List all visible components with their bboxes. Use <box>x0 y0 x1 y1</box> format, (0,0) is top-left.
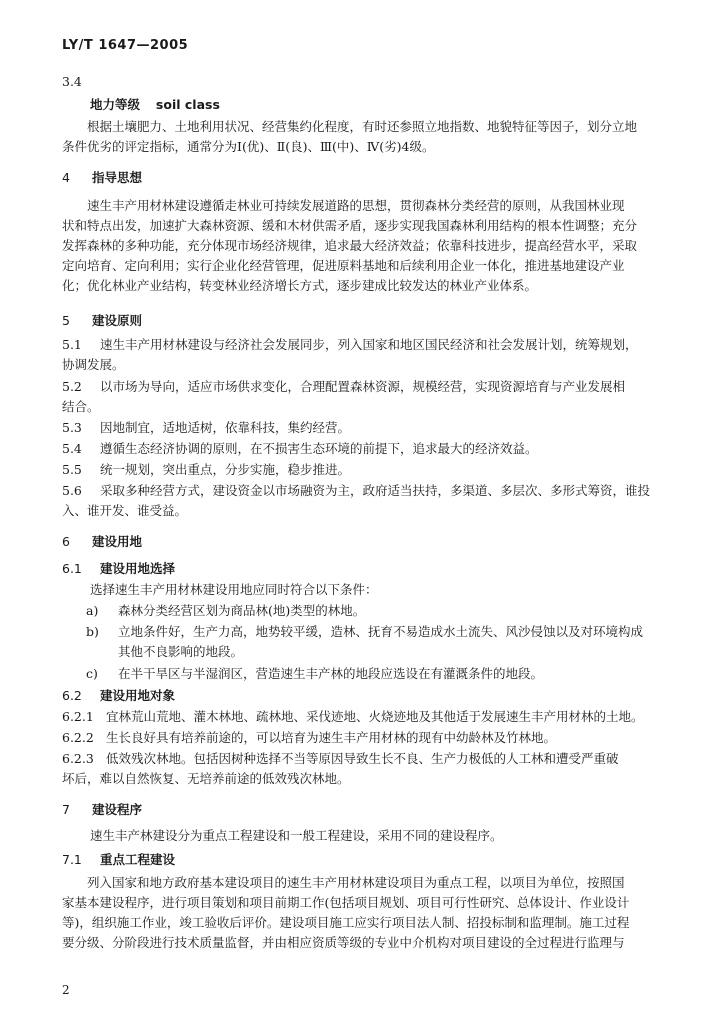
definition-line: 条件优劣的评定指标，通常分为Ⅰ(优)、Ⅱ(良)、Ⅲ(中)、Ⅳ(劣)4级。 <box>62 139 435 154</box>
clause-3-4-number: 3.4 <box>62 74 82 89</box>
clause-6-1-intro: 选择速生丰产用材林建设用地应同时符合以下条件： <box>90 582 378 597</box>
section-title: 建设用地 <box>92 534 143 549</box>
clause-text: 协调发展。 <box>62 357 125 372</box>
term-soil-class <box>90 95 690 115</box>
section-number: 7 <box>62 802 70 817</box>
clause-5-3 <box>62 418 662 438</box>
clause-text: 遵循生态经济协调的原则，在不损害生态环境的前提下，追求最大的经济效益。 <box>100 441 538 456</box>
section-number: 5 <box>62 313 70 328</box>
clause-7-1-heading <box>62 850 175 868</box>
body-line: 化；优化林业产业结构，转变林业经济增长方式，逐步建成比较发达的林业产业体系。 <box>62 278 538 293</box>
clause-text: 速生丰产用材林建设与经济社会发展同步，列入国家和地区国民经济和社会发展计划，统筹规划， <box>100 337 638 352</box>
section-7-heading <box>62 800 142 818</box>
definition-line: 根据土壤肥力、土地利用状况、经营集约化程度，有时还参照立地指数、地貌特征等因子，划分立地 <box>87 119 638 134</box>
clause-5-5 <box>62 460 662 480</box>
section-5-heading <box>62 311 142 329</box>
clause-7-1-body <box>62 873 662 953</box>
clause-title: 重点工程建设 <box>100 852 176 867</box>
section-title: 建设原则 <box>92 313 143 328</box>
clause-title: 建设用地对象 <box>100 688 176 703</box>
clause-number: 5.3 <box>62 420 82 435</box>
clause-5-2 <box>62 377 662 417</box>
term-definition <box>62 117 662 157</box>
section-title: 指导思想 <box>92 170 143 185</box>
clause-number: 5.5 <box>62 462 82 477</box>
section-number: 4 <box>62 170 70 185</box>
body-line: 速生丰产用材林建设遵循走林业可持续发展道路的思想，贯彻森林分类经营的原则，从我国林业现 <box>87 198 625 213</box>
section-6-heading <box>62 532 142 550</box>
body-line: 列入国家和地方政府基本建设项目的速生丰产用材林建设项目为重点工程，以项目为单位，按照国 <box>87 875 625 890</box>
section-7-intro: 速生丰产林建设分为重点工程建设和一般工程建设，采用不同的建设程序。 <box>90 828 503 843</box>
term-en: soil class <box>155 97 220 112</box>
item-marker: b) <box>86 624 99 639</box>
item-marker: a) <box>86 603 99 618</box>
clause-text: 采取多种经营方式，建设资金以市场融资为主，政府适当扶持，多渠道、多层次、多形式筹资，谁投 <box>100 483 651 498</box>
clause-5-1 <box>62 335 662 375</box>
item-text: 在半干旱区与半湿润区，营造速生丰产林的地段应选设在有灌溉条件的地段。 <box>118 666 544 681</box>
clause-6-2-heading <box>62 686 175 704</box>
clause-text: 坏后，难以自然恢复、无培养前途的低效残次林地。 <box>62 771 350 786</box>
clause-5-4 <box>62 439 662 459</box>
body-line: 家基本建设程序，进行项目策划和项目前期工作(包括项目规划、项目可行性研究、总体设计、作业设计 <box>62 895 630 910</box>
section-4-body <box>62 196 662 296</box>
clause-6-2-1 <box>62 707 662 727</box>
clause-text: 低效残次林地。包括因树种选择不当等原因导致生长不良、生产力极低的人工林和遭受严重破 <box>106 751 619 766</box>
body-line: 等)，组织施工作业，竣工验收后评价。建设项目施工应实行项目法人制、招投标制和监理制。施工过程 <box>62 915 630 930</box>
clause-text: 结合。 <box>62 399 100 414</box>
term-cn: 地力等级 <box>90 97 141 112</box>
clause-text: 因地制宜，适地适树，依靠科技，集约经营。 <box>100 420 351 435</box>
item-text: 森林分类经营区划为商品林(地)类型的林地。 <box>118 603 366 618</box>
clause-6-2-3 <box>62 749 662 789</box>
condition-c <box>86 664 662 684</box>
clause-number: 6.2 <box>62 688 82 703</box>
standard-code-header: LY/T 1647—2005 <box>62 38 189 53</box>
body-line: 要分级、分阶段进行技术质量监督，并由相应资质等级的专业中介机构对项目建设的全过程进行监理与 <box>62 935 625 950</box>
section-number: 6 <box>62 534 70 549</box>
clause-title: 建设用地选择 <box>100 561 176 576</box>
clause-number: 6.1 <box>62 561 82 576</box>
clause-text: 入、谁开发、谁受益。 <box>62 503 188 518</box>
clause-number: 6.2.2 <box>62 730 94 745</box>
body-line: 状和特点出发，加速扩大森林资源、缓和木材供需矛盾，逐步实现我国森林利用结构的根本性调整；充分 <box>62 218 638 233</box>
clause-text: 生长良好具有培养前途的，可以培育为速生丰产用材林的现有中幼龄林及竹林地。 <box>106 730 557 745</box>
body-line: 发挥森林的多种功能，充分体现市场经济规律，追求最大经济效益；依靠科技进步，提高经营水平，采取 <box>62 238 638 253</box>
condition-b <box>86 622 662 662</box>
clause-number: 5.6 <box>62 483 82 498</box>
item-text: 其他不良影响的地段。 <box>118 644 244 659</box>
clause-number: 5.4 <box>62 441 82 456</box>
clause-number: 6.2.1 <box>62 709 94 724</box>
item-marker: c) <box>86 666 98 681</box>
clause-number: 7.1 <box>62 852 82 867</box>
clause-number: 6.2.3 <box>62 751 94 766</box>
body-line: 定向培育、定向利用；实行企业化经营管理，促进原料基地和后续利用企业一体化，推进基地建设产业 <box>62 258 625 273</box>
clause-6-2-2 <box>62 728 662 748</box>
clause-text: 宜林荒山荒地、灌木林地、疏林地、采伐迹地、火烧迹地及其他适于发展速生丰产用材林的土地。 <box>106 709 644 724</box>
clause-6-1-heading <box>62 559 175 577</box>
item-text: 立地条件好，生产力高，地势较平缓，造林、抚育不易造成水土流失、风沙侵蚀以及对环境构成 <box>118 624 644 639</box>
condition-a <box>86 601 662 621</box>
clause-text: 统一规划，突出重点，分步实施，稳步推进。 <box>100 462 351 477</box>
clause-number: 5.1 <box>62 337 82 352</box>
page-number: 2 <box>62 983 70 997</box>
clause-5-6 <box>62 481 662 521</box>
clause-number: 5.2 <box>62 379 82 394</box>
section-4-heading <box>62 168 142 186</box>
section-title: 建设程序 <box>92 802 143 817</box>
clause-text: 以市场为导向，适应市场供求变化，合理配置森林资源，规模经营，实现资源培育与产业发展相 <box>100 379 626 394</box>
